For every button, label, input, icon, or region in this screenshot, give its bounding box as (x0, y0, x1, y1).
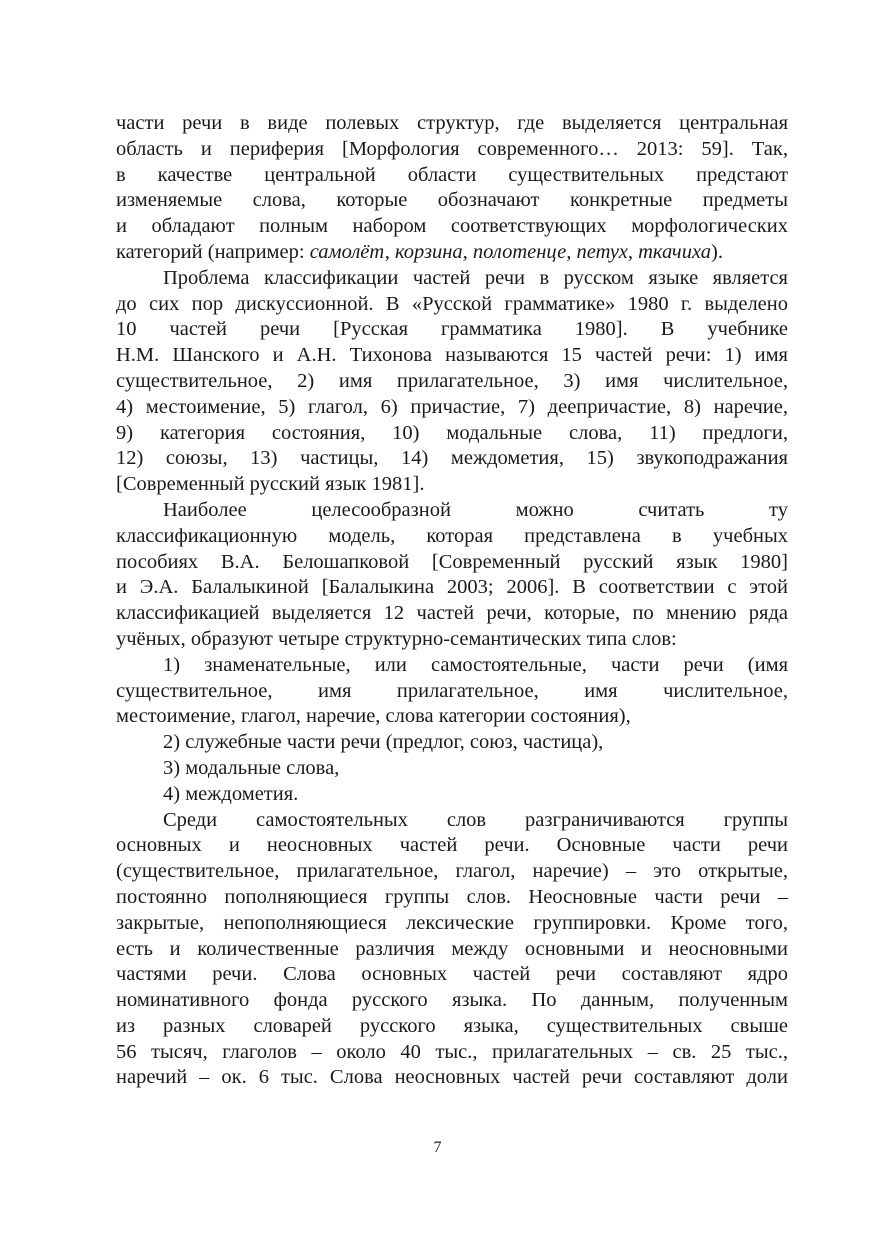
text-line: частями речи. Слова основных частей речи составляют ядро (116, 963, 788, 986)
text-line: и обладают полным набором соответствующих морфологических (116, 215, 788, 238)
text-line: Среди самостоятельных слов разграничиваются группы (163, 808, 788, 831)
text-line: номинативного фонда русского языка. По данным, полученным (116, 989, 788, 1012)
text-line: существительное, имя прилагательное, имя числительное, (116, 679, 788, 702)
text-line: 4) междометия. (163, 782, 299, 805)
text-line: классификацией выделяется 12 частей речи, которые, по мнению ряда (116, 602, 788, 625)
text-line: и Э.А. Балалыкиной [Балалыкина 2003; 2006]. В соответствии с этой (116, 576, 788, 599)
text-line: местоимение, глагол, наречие, слова категории состояния), (116, 705, 631, 728)
text-line: наречий – ок. 6 тыс. Слова неосновных частей речи составляют доли (116, 1066, 788, 1089)
text-line: из разных словарей русского языка, существительных свыше (116, 1014, 788, 1037)
text-line: Проблема классификации частей речи в русском языке является (163, 266, 788, 289)
text-line: 4) местоимение, 5) глагол, 6) причастие, 7) деепричастие, 8) наречие, (116, 395, 788, 418)
text-segment: категорий (например: (116, 240, 310, 263)
list-item (116, 756, 788, 782)
text-line: постоянно пополняющиеся группы слов. Неосновные части речи – (116, 885, 788, 908)
paragraph (116, 498, 788, 653)
text-line: изменяемые слова, которые обозначают конкретные предметы (116, 189, 788, 212)
text-line: 56 тысяч, глаголов – около 40 тыс., прилагательных – св. 25 тыс., (116, 1040, 788, 1063)
text-line: пособиях В.А. Белошапковой [Современный русский язык 1980] (116, 550, 788, 573)
paragraph (116, 808, 788, 1092)
text-line: 12) союзы, 13) частицы, 14) междометия, 15) звукоподражания (116, 447, 788, 470)
text-line: закрытые, непополняющиеся лексические группировки. Кроме того, (116, 911, 788, 934)
text-line: область и периферия [Морфология современного… 2013: 59]. Так, (116, 137, 788, 160)
italic-examples: самолёт, корзина, полотенце, петух, ткачиха (309, 240, 712, 263)
text-line: существительное, 2) имя прилагательное, 3) имя числительное, (116, 369, 788, 392)
body-text (116, 111, 788, 1091)
paragraph (116, 111, 788, 266)
text-line: Н.М. Шанского и А.Н. Тихонова называются 15 частей речи: 1) имя (116, 344, 788, 367)
text-line: учёных, образуют четыре структурно-семантических типа слов: (116, 627, 677, 650)
text-line: [Современный русский язык 1981]. (116, 473, 425, 496)
text-line: 1) знаменательные, или самостоятельные, части речи (имя (163, 653, 788, 676)
text-line (116, 240, 788, 266)
text-line: 3) модальные слова, (163, 756, 340, 779)
paragraph (116, 266, 788, 498)
list-item (116, 782, 788, 808)
text-line: в качестве центральной области существительных предстают (116, 163, 788, 186)
text-line: 9) категория состояния, 10) модальные слова, 11) предлоги, (116, 421, 788, 444)
text-line: до сих пор дискуссионной. В «Русской грамматике» 1980 г. выделено (116, 292, 788, 315)
text-line: основных и неосновных частей речи. Основные части речи (116, 834, 788, 857)
text-segment: ). (711, 240, 723, 263)
text-line: Наиболее целесообразной можно считать ту (163, 498, 788, 521)
page-number: 7 (433, 1139, 442, 1156)
list-item (116, 730, 788, 756)
text-line: 10 частей речи [Русская грамматика 1980]. В учебнике (116, 318, 788, 341)
text-line: есть и количественные различия между основными и неосновными (116, 937, 788, 960)
list-item (116, 653, 788, 730)
text-line: (существительное, прилагательное, глагол, наречие) – это открытые, (116, 860, 788, 883)
text-line: 2) служебные части речи (предлог, союз, частица), (163, 731, 604, 754)
text-line: классификационную модель, которая представлена в учебных (116, 524, 788, 547)
text-line: части речи в виде полевых структур, где выделяется центральная (116, 112, 788, 134)
